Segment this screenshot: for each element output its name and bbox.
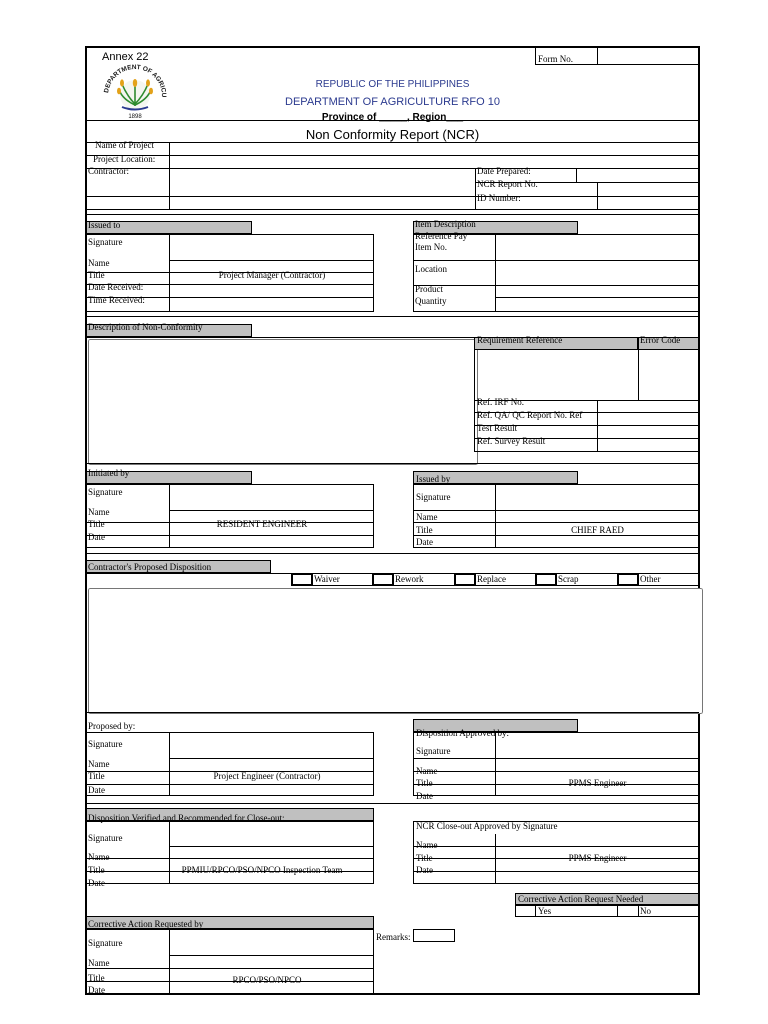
item-no-input[interactable] [497, 236, 697, 259]
department-logo [100, 62, 170, 120]
issued-by-signature-input[interactable] [497, 486, 697, 509]
issued-to-title-label: Title [88, 270, 105, 280]
car-yes-label: Yes [538, 906, 552, 916]
other-checkbox[interactable] [618, 574, 638, 585]
initiated-by-date-label: Date [88, 532, 105, 542]
id-no-input[interactable] [599, 197, 698, 208]
remarks-field[interactable] [413, 929, 455, 942]
initiated-by-heading: Initiated by [88, 468, 130, 478]
verified-date-label: Date [88, 878, 105, 888]
closeout-signature-input[interactable] [497, 835, 697, 845]
approved-by-title-value: PPMS Engineer [568, 778, 627, 788]
car-no-label: No [640, 906, 651, 916]
item-description-heading: Item Description [415, 219, 476, 229]
location-input[interactable] [497, 261, 697, 284]
closeout-title-value: PPMS Engineer [568, 853, 627, 863]
closeout-heading: NCR Close-out Approved by Signature [416, 821, 558, 831]
proposed-by-heading: Proposed by: [88, 721, 136, 731]
waiver-checkbox[interactable] [292, 574, 312, 585]
id-no-label: ID Number: [477, 193, 521, 203]
requirement-reference-label: Requirement Reference [477, 335, 563, 345]
issued-by-date-label: Date [416, 537, 433, 547]
svg-text:1898: 1898 [128, 114, 142, 120]
replace-option-label: Replace [477, 574, 506, 584]
approved-by-signature-input[interactable] [497, 734, 697, 757]
issued-by-name-label: Name [416, 512, 438, 522]
closeout-title-label: Title [416, 853, 433, 863]
contractor-label: Contractor: [88, 166, 129, 176]
rework-option-label: Rework [395, 574, 424, 584]
proposed-by-date-input[interactable] [171, 785, 372, 795]
proposed-by-date-label: Date [88, 785, 105, 795]
verified-signature-input[interactable] [171, 823, 372, 845]
form-no-label: Form No. [538, 54, 574, 64]
car-needed-heading: Corrective Action Request Needed [518, 894, 644, 904]
issued-by-date-input[interactable] [497, 536, 697, 547]
issued-by-heading: Issued by [416, 474, 451, 484]
issued-by-title-value: CHIEF RAED [571, 525, 624, 535]
ref-qa-label: Ref. QA/ QC Report No. Ref [477, 410, 583, 420]
approved-by-name-label: Name [416, 766, 438, 776]
nonconformity-description[interactable] [88, 339, 478, 465]
issued-to-signature-label: Signature [88, 237, 123, 247]
date-received-label: Date Received: [88, 282, 144, 292]
proposed-by-name-label: Name [88, 759, 110, 769]
time-received-label: Time Received: [88, 295, 145, 305]
car-date-label: Date [88, 985, 105, 995]
proposed-by-title-value: Project Engineer (Contractor) [213, 771, 321, 781]
scrap-checkbox[interactable] [536, 574, 556, 585]
verified-name-label: Name [88, 852, 110, 862]
car-requested-heading: Corrective Action Requested by [88, 919, 204, 929]
ncr-no-label: NCR Report No. [477, 179, 538, 189]
nonconformity-heading: Description of Non-Conformity [88, 322, 203, 332]
replace-checkbox[interactable] [455, 574, 475, 585]
issued-to-title-value: Project Manager (Contractor) [218, 270, 326, 280]
approved-by-title-label: Title [416, 778, 433, 788]
approved-by-date-label: Date [416, 791, 433, 801]
annex-label: Annex 22 [102, 51, 149, 63]
project-location-input[interactable] [171, 156, 697, 167]
car-no-checkbox[interactable] [618, 906, 637, 916]
date-prepared-label: Date Prepared: [477, 166, 531, 176]
issued-to-signature-input[interactable] [171, 236, 372, 259]
proposed-by-signature-input[interactable] [171, 734, 372, 757]
quantity-label: Quantity [415, 296, 447, 306]
approved-by-signature-label: Signature [416, 746, 451, 756]
error-code-label: Error Code [640, 335, 681, 345]
car-signature-input[interactable] [171, 931, 372, 954]
issued-by-name-input[interactable] [497, 511, 697, 521]
project-location-label: Project Location: [93, 154, 156, 164]
initiated-by-signature-label: Signature [88, 487, 123, 497]
department-heading: DEPARTMENT OF AGRICULTURE RFO 10 [285, 96, 500, 108]
verified-title-label: Title [88, 865, 105, 875]
project-name-input[interactable] [171, 143, 697, 154]
scrap-option-label: Scrap [558, 574, 579, 584]
car-title-label: Title [88, 973, 105, 983]
closeout-name-label: Name [416, 840, 438, 850]
location-label: Location [415, 264, 447, 274]
proposed-by-signature-label: Signature [88, 739, 123, 749]
remarks-label: Remarks: [376, 932, 411, 942]
ref-survey-label: Ref. Survey Result [477, 436, 546, 446]
issued-to-name-label: Name [88, 258, 110, 268]
proposed-by-title-label: Title [88, 771, 105, 781]
approved-by-heading: Disposition Approved by: [416, 728, 510, 738]
issued-by-signature-label: Signature [416, 492, 451, 502]
car-name-input[interactable] [171, 956, 372, 967]
test-result-label: Test Result [477, 423, 518, 433]
closeout-date-label: Date [416, 865, 433, 875]
error-code-input[interactable] [640, 352, 698, 398]
ncr-no-input[interactable] [599, 183, 698, 195]
car-name-label: Name [88, 958, 110, 968]
ref-irf-label: Ref. IRF No. [477, 397, 524, 407]
requirement-reference-input[interactable] [476, 352, 636, 398]
form-no-input[interactable] [598, 49, 698, 63]
other-option-label: Other [640, 574, 661, 584]
verified-title-value: PPMIU/RPCO/PSO/NPCO Inspection Team [181, 865, 343, 875]
initiated-by-title-label: Title [88, 519, 105, 529]
issued-to-heading: Issued to [88, 220, 121, 230]
reference-pay-label: Reference Pay [415, 231, 468, 241]
car-title-value: RPCO/PSO/NPCO [232, 975, 302, 985]
car-yes-checkbox[interactable] [516, 906, 535, 916]
project-name-label: Name of Project [95, 140, 154, 150]
rework-checkbox[interactable] [373, 574, 393, 585]
svg-text:DEPARTMENT OF AGRICULTURE: DEPARTMENT OF AGRICU [103, 63, 168, 98]
initiated-by-date-input[interactable] [171, 537, 372, 547]
date-prepared-input[interactable] [578, 169, 698, 181]
page-title: Non Conformity Report (NCR) [305, 127, 480, 142]
waiver-option-label: Waiver [314, 574, 340, 584]
proposed-by-name-input[interactable] [171, 759, 372, 770]
verified-signature-label: Signature [88, 833, 123, 843]
car-signature-label: Signature [88, 938, 123, 948]
disposition-description[interactable] [88, 588, 703, 714]
province-line: Province of _____, Region___ [321, 112, 464, 123]
verified-heading: Disposition Verified and Recommended for Close-out: [88, 813, 285, 823]
issued-to-name-input[interactable] [171, 261, 372, 271]
republic-heading: REPUBLIC OF THE PHILIPPINES [315, 79, 470, 90]
disposition-heading: Contractor's Proposed Disposition [88, 562, 212, 572]
issued-by-title-label: Title [416, 525, 433, 535]
item-no-label: Item No. [415, 242, 447, 252]
initiated-by-name-label: Name [88, 507, 110, 517]
initiated-by-title-value: RESIDENT ENGINEER [216, 519, 308, 529]
product-label: Product [415, 284, 443, 294]
contractor-input[interactable] [171, 169, 473, 195]
initiated-by-signature-input[interactable] [171, 486, 372, 509]
